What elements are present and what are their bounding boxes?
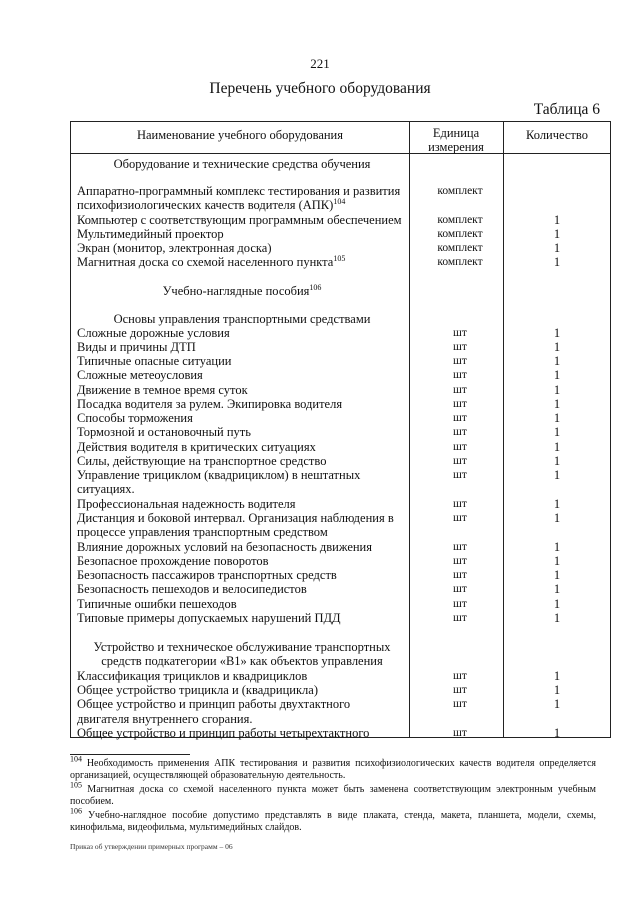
item-quantity: 1 bbox=[553, 554, 561, 568]
item-name: Основы управления транспортными средствами bbox=[113, 312, 371, 326]
header-quantity: Количество bbox=[526, 128, 588, 142]
item-name: Профессиональная надежность водителя bbox=[77, 497, 296, 511]
item-quantity: 1 bbox=[553, 511, 561, 525]
item-unit: шт bbox=[453, 670, 467, 682]
page-number: 221 bbox=[310, 56, 330, 71]
item-name: Мультимедийный проектор bbox=[77, 227, 224, 241]
item-name: психофизиологических качеств водителя (АПК)$^{104}$ bbox=[77, 196, 346, 212]
item-name: процессе управления транспортным средством bbox=[77, 525, 328, 539]
item-name: Действия водителя в критических ситуациях bbox=[77, 440, 316, 454]
equipment-table bbox=[70, 121, 611, 738]
item-quantity: 1 bbox=[553, 669, 561, 683]
item-quantity: 1 bbox=[553, 255, 561, 269]
footnote-text: Учебно-наглядное пособие допустимо представлять в виде плаката, стенда, макета, планшета, модели, схемы, кинофильма, видеофильма, мультимедийных слайдов. bbox=[70, 810, 597, 833]
footnote-ref: 106 bbox=[309, 282, 322, 292]
item-unit: шт bbox=[453, 412, 467, 424]
item-quantity: 1 bbox=[553, 468, 561, 482]
item-unit: шт bbox=[453, 341, 467, 353]
item-name: Устройство и техническое обслуживание транспортных bbox=[93, 640, 391, 654]
header-unit-line2: измерения bbox=[428, 140, 484, 154]
item-unit: шт bbox=[453, 698, 467, 710]
item-quantity: 1 bbox=[553, 241, 561, 255]
item-quantity: 1 bbox=[553, 582, 561, 596]
item-unit: шт bbox=[453, 684, 467, 696]
item-quantity: 1 bbox=[553, 425, 561, 439]
item-quantity: 1 bbox=[553, 597, 561, 611]
item-quantity: 1 bbox=[553, 227, 561, 241]
item-name: Экран (монитор, электронная доска) bbox=[77, 241, 272, 255]
item-name: Магнитная доска со схемой населенного пункта$^{105}$ bbox=[77, 253, 346, 269]
item-unit: шт bbox=[453, 355, 467, 367]
table-label: Таблица 6 bbox=[533, 101, 600, 118]
item-name: Сложные метеоусловия bbox=[77, 368, 203, 382]
item-unit: шт bbox=[453, 498, 467, 510]
item-quantity: 1 bbox=[553, 568, 561, 582]
item-name: Компьютер с соответствующим программным обеспечением bbox=[77, 213, 402, 227]
item-name: Безопасность пассажиров транспортных средств bbox=[77, 568, 337, 582]
item-name: Дистанция и боковой интервал. Организация наблюдения в bbox=[77, 511, 394, 525]
item-unit: шт bbox=[453, 384, 467, 396]
footnote bbox=[70, 806, 597, 834]
item-unit: шт bbox=[453, 727, 467, 739]
item-quantity: 1 bbox=[553, 611, 561, 625]
item-quantity: 1 bbox=[553, 326, 561, 340]
item-quantity: 1 bbox=[553, 411, 561, 425]
header-unit-line1: Единица bbox=[432, 126, 480, 140]
item-name: Тормозной и остановочный путь bbox=[77, 425, 251, 439]
item-unit: шт bbox=[453, 583, 467, 595]
item-name: Общее устройство и принцип работы четырехтактного bbox=[77, 726, 370, 740]
item-quantity: 1 bbox=[553, 397, 561, 411]
item-quantity: 1 bbox=[553, 697, 561, 711]
item-name: Общее устройство и принцип работы двухтактного bbox=[77, 697, 351, 711]
item-unit: шт bbox=[453, 569, 467, 581]
item-name: Виды и причины ДТП bbox=[77, 340, 196, 354]
item-unit: шт bbox=[453, 541, 467, 553]
item-name: двигателя внутреннего сгорания. bbox=[77, 712, 253, 726]
item-name: Классификация трициклов и квадрициклов bbox=[77, 669, 308, 683]
item-unit: шт bbox=[453, 455, 467, 467]
item-unit: шт bbox=[453, 441, 467, 453]
item-quantity: 1 bbox=[553, 454, 561, 468]
item-quantity: 1 bbox=[553, 383, 561, 397]
footnote-ref: 105 bbox=[333, 253, 346, 263]
footnote-number: 104 bbox=[70, 754, 82, 764]
footnote bbox=[70, 780, 596, 808]
item-unit: комплект bbox=[437, 242, 483, 254]
item-name: Типовые примеры допускаемых нарушений ПДД bbox=[77, 611, 341, 625]
item-name: Управление трициклом (квадрициклом) в нештатных bbox=[77, 468, 361, 482]
item-name: Сложные дорожные условия bbox=[77, 326, 230, 340]
item-name: Силы, действующие на транспортное средство bbox=[77, 454, 327, 468]
item-quantity: 1 bbox=[553, 368, 561, 382]
item-unit: комплект bbox=[437, 256, 483, 268]
item-quantity: 1 bbox=[553, 213, 561, 227]
item-name: Влияние дорожных условий на безопасность движения bbox=[77, 540, 373, 554]
item-name: Типичные опасные ситуации bbox=[77, 354, 232, 368]
item-quantity: 1 bbox=[553, 354, 561, 368]
footnotes bbox=[70, 754, 597, 836]
footnote-rule bbox=[70, 754, 190, 755]
footnote-number: 106 bbox=[70, 806, 82, 816]
item-quantity: 1 bbox=[553, 540, 561, 554]
item-unit: шт bbox=[453, 555, 467, 567]
item-unit: шт bbox=[453, 512, 467, 524]
item-name: Оборудование и технические средства обучения bbox=[113, 157, 371, 171]
item-name: Общее устройство трицикла и (квадрицикла) bbox=[77, 683, 318, 697]
item-unit: комплект bbox=[437, 214, 483, 226]
page-title: Перечень учебного оборудования bbox=[209, 80, 431, 97]
item-name: Аппаратно-программный комплекс тестирования и развития bbox=[77, 184, 401, 198]
item-unit: шт bbox=[453, 398, 467, 410]
item-unit: комплект bbox=[437, 228, 483, 240]
footnote bbox=[70, 754, 597, 782]
item-unit: комплект bbox=[437, 185, 483, 197]
item-unit: шт bbox=[453, 469, 467, 481]
column-divider bbox=[409, 122, 410, 737]
item-name: Движение в темное время суток bbox=[77, 383, 248, 397]
item-name: Безопасность пешеходов и велосипедистов bbox=[77, 582, 307, 596]
item-unit: шт bbox=[453, 598, 467, 610]
footnote-text: Магнитная доска со схемой населенного пункта может быть заменена соответствующим электронным учебным пособием. bbox=[70, 784, 596, 807]
item-name: ситуациях. bbox=[77, 482, 135, 496]
item-quantity: 1 bbox=[553, 340, 561, 354]
item-name: Типичные ошибки пешеходов bbox=[77, 597, 237, 611]
item-unit: шт bbox=[453, 369, 467, 381]
header-name: Наименование учебного оборудования bbox=[136, 128, 343, 142]
item-unit: шт bbox=[453, 612, 467, 624]
item-name: Безопасное прохождение поворотов bbox=[77, 554, 269, 568]
item-name: Способы торможения bbox=[77, 411, 193, 425]
header-divider bbox=[71, 153, 610, 154]
footnote-ref: 104 bbox=[333, 196, 346, 206]
item-quantity: 1 bbox=[553, 726, 561, 740]
item-quantity: 1 bbox=[553, 440, 561, 454]
footer-note: Приказ об утверждении примерных программ – 06 bbox=[70, 842, 233, 851]
item-name: Учебно-наглядные пособия$^{106}$ bbox=[162, 282, 322, 298]
item-quantity: 1 bbox=[553, 497, 561, 511]
item-name: средств подкатегории «B1» как объектов управления bbox=[101, 654, 383, 668]
footnote-number: 105 bbox=[70, 780, 82, 790]
item-unit: шт bbox=[453, 327, 467, 339]
item-unit: шт bbox=[453, 426, 467, 438]
footnote-text: Необходимость применения АПК тестирования и развития психофизиологических качеств водителя определяется организацией, осуществляющей образовательную деятельность. bbox=[70, 758, 597, 781]
item-quantity: 1 bbox=[553, 683, 561, 697]
item-name: Посадка водителя за рулем. Экипировка водителя bbox=[77, 397, 343, 411]
